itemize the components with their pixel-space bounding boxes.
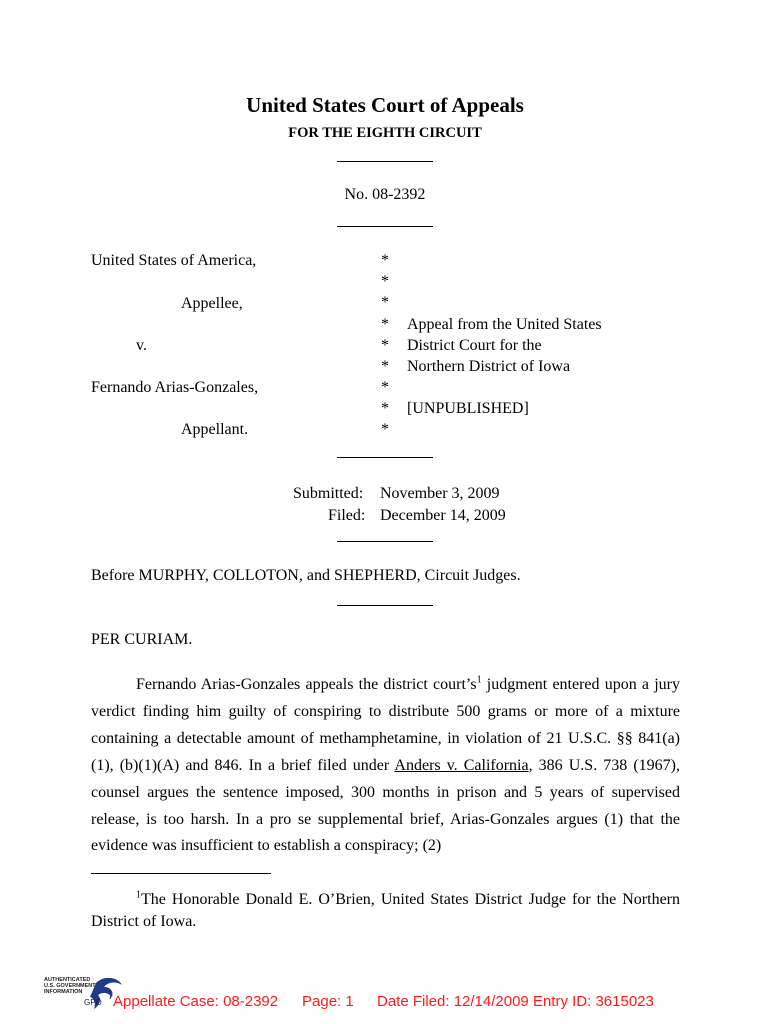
footer-filed-entry: Date Filed: 12/14/2009 Entry ID: 3615023 [377, 993, 654, 1010]
plaintiff-name: United States of America, [91, 252, 257, 269]
divider [337, 226, 433, 227]
footer-case: Appellate Case: 08-2392 [113, 993, 279, 1010]
footnote-ref[interactable]: 1 [476, 674, 482, 686]
plaintiff-role: Appellee, [181, 295, 243, 312]
docket-number: No. 08-2392 [344, 186, 426, 203]
divider [337, 161, 433, 162]
panel-judges: Before MURPHY, COLLOTON, and SHEPHERD, Circuit Judges. [91, 567, 521, 584]
caption-star: * [381, 379, 389, 396]
appeal-line: Northern District of Iowa [407, 358, 571, 375]
gpo-agency: GPO [84, 998, 102, 1007]
court-title: United States Court of Appeals [246, 93, 524, 117]
submitted-label: Submitted: [293, 485, 364, 502]
footnote: $^1$The Honorable Donald E. O’Brien, United States District Judge for the Northern District of Iowa. [91, 889, 680, 930]
caption-star: * [381, 421, 389, 438]
footnote-divider [91, 873, 271, 874]
defendant-role: Appellant. [181, 421, 249, 438]
submitted-date: November 3, 2009 [380, 485, 500, 502]
caption-star: * [381, 316, 389, 333]
caption-star: * [381, 273, 389, 290]
gpo-line: INFORMATION [44, 989, 83, 995]
case-citation: Anders v. California [394, 756, 529, 774]
circuit-subtitle: FOR THE EIGHTH CIRCUIT [288, 125, 482, 141]
opinion-paragraph: Fernando Arias-Gonzales appeals the district $court’s^1$ judgment entered upon a jury verdict finding him guilty of conspiring to distribute 500 grams or more of a mixture containing a detectable amount of methamphetamine, in violation of 21 U.S.C. §§ 841(a)(1), (b)(1)(A) and 846. In a brief filed under Anders v. California, 386 U.S. 738 (1967), counsel argues the sentence imposed, 300 months in prison and 5 years of supervised release, is too harsh. In a pro se supplemental brief, Arias-Gonzales argues (1) that the evidence was insufficient to establish a conspiracy; (2) [91, 674, 681, 855]
appeal-line: District Court for the [407, 337, 542, 354]
caption-star: * [381, 337, 389, 354]
footnote-marker: 1 [136, 889, 141, 901]
caption-star: * [381, 358, 389, 375]
gpo-line: U.S. GOVERNMENT [44, 983, 96, 989]
filed-date: December 14, 2009 [380, 507, 506, 524]
divider [337, 605, 433, 606]
divider [337, 457, 433, 458]
appeal-line: Appeal from the United States [407, 316, 602, 333]
versus-label: v. [136, 337, 147, 354]
opinion-heading: PER CURIAM. [91, 631, 193, 648]
publication-status: [UNPUBLISHED] [407, 400, 529, 417]
footer-page: Page: 1 [302, 993, 354, 1010]
gpo-line: AUTHENTICATED [44, 977, 91, 983]
caption-star: * [381, 294, 389, 311]
caption-star: * [381, 400, 389, 417]
divider [337, 541, 433, 542]
filed-label: Filed: [328, 507, 366, 524]
caption-star: * [381, 252, 389, 269]
defendant-name: Fernando Arias-Gonzales, [91, 379, 259, 396]
gpo-authentication-logo [44, 975, 124, 1015]
